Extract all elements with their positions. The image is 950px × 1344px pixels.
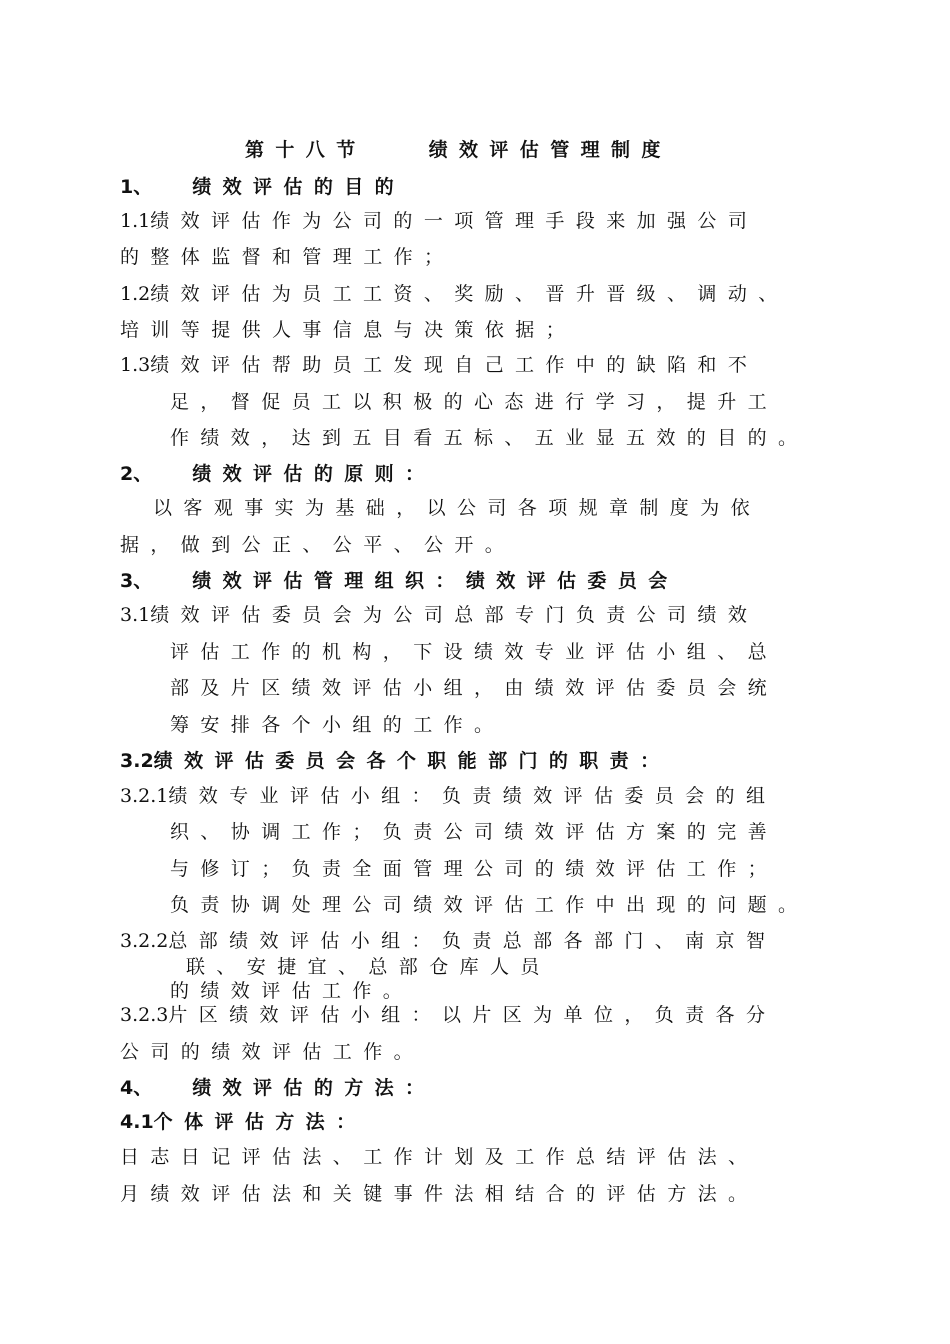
paragraph-3-2-1-line-3: 与修订；负责全面管理公司的绩效评估工作；: [170, 858, 779, 880]
paragraph-1-3-line-3: 作绩效，达到五目看五标、五业显五效的目的。: [170, 427, 809, 449]
clause-number: 1.2: [120, 283, 151, 305]
paragraph-3-2-1-line-2: 织、协调工作；负责公司绩效评估方案的完善: [170, 821, 779, 843]
clause-text: 绩效专业评估小组：负责绩效评估委员会的组: [168, 785, 777, 807]
paragraph-3-2-3-line-2: 公司的绩效评估工作。: [120, 1041, 425, 1063]
heading-text: 绩效评估的原则：: [192, 463, 436, 485]
heading-number: 4.1: [120, 1111, 154, 1133]
paragraph-1-3-line-2: 足，督促员工以积极的心态进行学习，提升工: [170, 391, 779, 413]
paragraph-3-1-line-2: 评估工作的机构，下设绩效专业评估小组、总: [170, 641, 779, 663]
heading-4: [120, 1076, 435, 1100]
paragraph-3-2-2-line-3: 的绩效评估工作。: [170, 980, 414, 1002]
heading-3-2: [120, 749, 670, 773]
paragraph-1-1-line-2: 的整体监督和管理工作；: [120, 246, 455, 268]
heading-1: [120, 175, 405, 199]
clause-number: 3.2.1: [120, 785, 169, 807]
heading-text: 绩效评估的目的: [192, 176, 406, 198]
heading-3: [120, 569, 679, 593]
paragraph-1-3-line-1: [120, 353, 758, 377]
clause-text: 绩效评估委员会为公司总部专门负责公司绩效: [150, 604, 759, 626]
section-heading: [245, 138, 672, 162]
paragraph-1-2-line-1: [120, 282, 789, 306]
paragraph-1-1-line-1: [120, 209, 758, 233]
clause-number: 1.3: [120, 354, 151, 376]
heading-number: 2、: [120, 463, 153, 485]
paragraph-3-2-1-line-4: 负责协调处理公司绩效评估工作中出现的问题。: [170, 894, 809, 916]
paragraph-2-line-2: 据，做到公正、公平、公开。: [120, 534, 516, 556]
clause-number: 3.2.3: [120, 1004, 169, 1026]
clause-text: 绩效评估为员工工资、奖励、晋升晋级、调动、: [150, 283, 789, 305]
heading-number: 4、: [120, 1077, 153, 1099]
heading-4-1: [120, 1110, 366, 1134]
clause-text: 绩效评估作为公司的一项管理手段来加强公司: [150, 210, 759, 232]
clause-number: 3.1: [120, 604, 151, 626]
paragraph-3-2-2-line-1: [120, 929, 776, 953]
paragraph-3-2-1-line-1: [120, 784, 776, 808]
clause-text: 总部绩效评估小组：负责总部各部门、南京智: [168, 930, 777, 952]
paragraph-4-1-line-1: 日志日记评估法、工作计划及工作总结评估法、: [120, 1146, 759, 1168]
paragraph-2-line-1: 以客观事实为基础，以公司各项规章制度为依: [153, 497, 762, 519]
section-title: 绩效评估管理制度: [428, 139, 672, 161]
paragraph-3-1-line-4: 筹安排各个小组的工作。: [170, 714, 505, 736]
section-number: 第十八节: [245, 139, 367, 161]
paragraph-1-2-line-2: 培训等提供人事信息与决策依据；: [120, 319, 577, 341]
heading-text: 绩效评估的方法：: [192, 1077, 436, 1099]
heading-2: [120, 462, 435, 486]
clause-text: 绩效评估帮助员工发现自己工作中的缺陷和不: [150, 354, 759, 376]
paragraph-3-2-3-line-1: [120, 1003, 776, 1027]
heading-text: 个体评估方法：: [153, 1111, 367, 1133]
heading-text: 绩效评估管理组织：绩效评估委员会: [192, 570, 679, 592]
heading-number: 3.2: [120, 750, 154, 772]
paragraph-3-1-line-3: 部及片区绩效评估小组，由绩效评估委员会统: [170, 677, 779, 699]
clause-number: 1.1: [120, 210, 151, 232]
heading-text: 绩效评估委员会各个职能部门的职责：: [153, 750, 671, 772]
heading-number: 1、: [120, 176, 153, 198]
paragraph-4-1-line-2: 月绩效评估法和关键事件法相结合的评估方法。: [120, 1183, 759, 1205]
paragraph-3-1-line-1: [120, 603, 758, 627]
heading-number: 3、: [120, 570, 153, 592]
clause-text: 片区绩效评估小组：以片区为单位，负责各分: [168, 1004, 777, 1026]
clause-number: 3.2.2: [120, 930, 169, 952]
paragraph-3-2-2-line-2: 联、安捷宜、总部仓库人员: [186, 956, 551, 978]
